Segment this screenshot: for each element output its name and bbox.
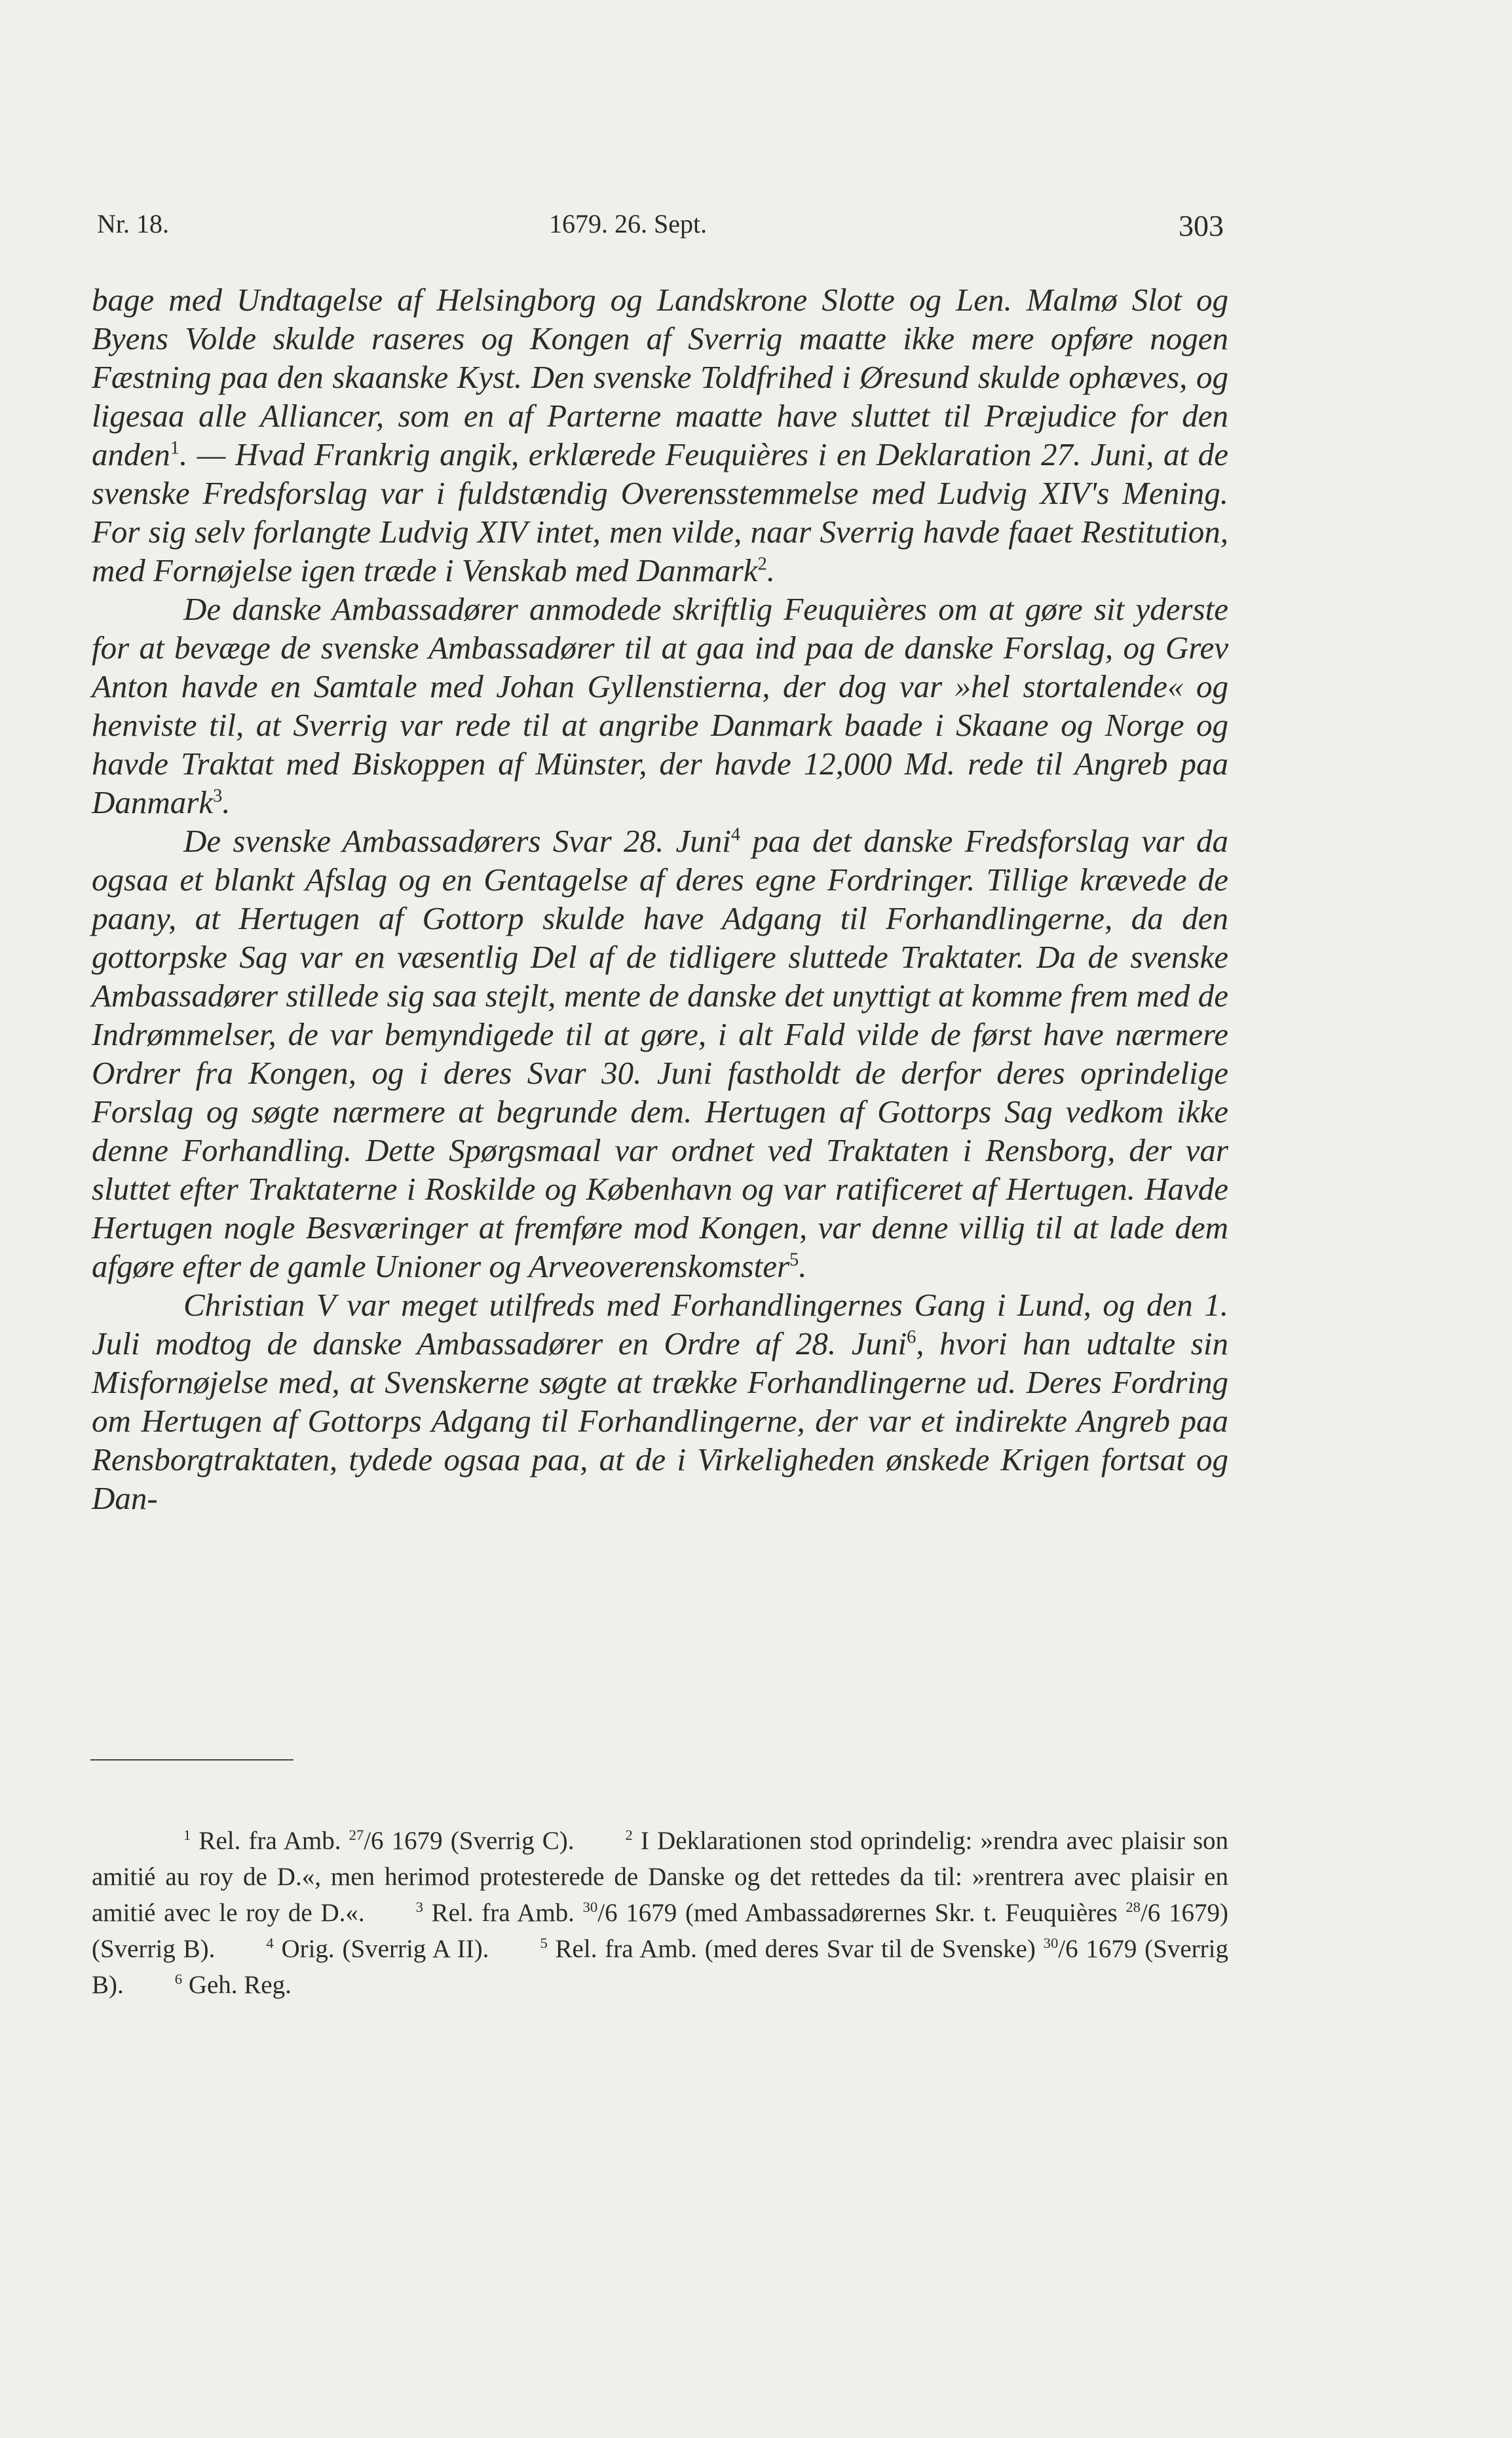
footnote-mark: 1 bbox=[183, 1827, 191, 1843]
paragraph-2 bbox=[92, 590, 1228, 822]
paragraph-text: De svenske Ambassadørers Svar 28. Juni bbox=[183, 823, 731, 859]
footnote-text: Orig. (Sverrig A II). bbox=[273, 1935, 489, 1963]
body-text bbox=[92, 280, 1228, 1517]
footnote-text: Geh. Reg. bbox=[182, 1971, 292, 1999]
date-superscript: 27 bbox=[349, 1827, 364, 1843]
footnote-text: /6 1679) (Sverrig B). bbox=[92, 1899, 1228, 1963]
footnote-mark: 2 bbox=[625, 1827, 633, 1843]
paragraph-1 bbox=[92, 280, 1228, 590]
paragraph-text: , hvori han udtalte sin Misfornøjelse med, at Svenskerne søgte at trække Forhandlingerne ud. Deres Fordring om Hertugen af Gottorps Adgang til Forhandlingerne, der var et indirekte Angreb paa Rensborgtraktaten, tydede ogsaa paa, at de i Virkeligheden ønskede Krigen fortsat og Dan- bbox=[92, 1325, 1228, 1516]
paragraph-text: . bbox=[222, 784, 231, 820]
footnote-mark: 4 bbox=[266, 1935, 274, 1951]
footnote-text: /6 1679 (Sverrig B). bbox=[92, 1935, 1228, 1999]
footnote-ref: 5 bbox=[789, 1249, 799, 1270]
footnote-text: /6 1679 (Sverrig C). bbox=[364, 1827, 575, 1855]
running-date: 1679. 26. Sept. bbox=[549, 209, 708, 238]
footnote-text: I Deklarationen stod oprindelig: »rendra avec plaisir son amitié au roy de D.«, men herimod protesterede de Danske og det rettedes da til: »rentrera avec plaisir en amitié avec le roy de D.«. bbox=[92, 1827, 1229, 1927]
date-superscript: 30 bbox=[582, 1899, 598, 1915]
footnote-ref: 2 bbox=[757, 554, 767, 575]
page-number: 303 bbox=[1179, 209, 1224, 242]
footnote-ref: 4 bbox=[730, 824, 741, 845]
footnote-text: /6 1679 (med Ambassadørernes Skr. t. Feuquières bbox=[597, 1899, 1126, 1927]
footnote-text: Rel. fra Amb. bbox=[423, 1899, 583, 1927]
footnote-mark: 6 bbox=[174, 1971, 183, 1987]
date-superscript: 28 bbox=[1125, 1899, 1141, 1915]
paragraph-text: . — Hvad Frankrig angik, erklærede Feuquières i en Deklaration 27. Juni, at de svenske Fredsforslag var i fuldstændig Overensstemmelse med Ludvig XIV's Mening. For sig selv forlangte Ludvig XIV intet, men vilde, naar Sverrig havde faaet Restitution, med Fornøjelse igen træde i Venskab med Danmark bbox=[92, 436, 1228, 588]
footnote-block bbox=[92, 1823, 1228, 2003]
footnote-mark: 5 bbox=[540, 1935, 548, 1951]
page-header bbox=[97, 208, 1224, 248]
footnote-text: Rel. fra Amb. bbox=[191, 1827, 349, 1855]
date-superscript: 30 bbox=[1043, 1935, 1059, 1951]
paragraph-text: paa det danske Fredsforslag var da ogsaa et blankt Afslag og en Gentagelse af deres egne Fordringer. Tillige krævede de paany, at Hertugen af Gottorp skulde have Adgang til Forhandlingerne, da den gottorpske Sag var en væsentlig Del af de tidligere sluttede Traktater. Da de svenske Ambassadører stillede sig saa stejlt, mente de danske det unyttigt at komme frem med de Indrømmelser, de var bemyndigede til at gøre, i alt Fald vilde de først have nærmere Ordrer fra Kongen, og i deres Svar 30. Juni fastholdt de derfor deres oprindelige Forslag og søgte nærmere at begrunde dem. Hertugen af Gottorps Sag vedkom ikke denne Forhandling. Dette Spørgsmaal var ordnet ved Traktaten i Rensborg, der var sluttet efter Traktaterne i Roskilde og København og var ratificeret af Hertugen. Havde Hertugen nogle Besværinger at fremføre mod Kongen, var denne villig til at lade dem afgøre efter de gamle Unioner og Arveoverenskomster bbox=[92, 823, 1228, 1284]
paragraph-text: . bbox=[799, 1248, 807, 1284]
paragraph-3 bbox=[92, 822, 1228, 1286]
footnote-mark: 3 bbox=[415, 1899, 423, 1915]
paragraph-text: bage med Undtagelse af Helsingborg og Landskrone Slotte og Len. Malmø Slot og Byens Volde skulde raseres og Kongen af Sverrig maatte ikke mere opføre nogen Fæstning paa den skaanske Kyst. Den svenske Toldfrihed i Øresund skulde ophæves, og ligesaa alle Alliancer, som en af Parterne maatte have sluttet til Præjudice for den anden bbox=[92, 282, 1228, 472]
footnote-ref: 3 bbox=[213, 786, 223, 807]
paragraph-text: . bbox=[766, 552, 776, 588]
footnote-ref: 6 bbox=[907, 1327, 917, 1348]
issue-number: Nr. 18. bbox=[97, 209, 169, 238]
footnote-divider bbox=[90, 1759, 293, 1761]
paragraph-text: De danske Ambassadører anmodede skriftlig Feuquières om at gøre sit yderste for at bevæge de svenske Ambassadører til at gaa ind paa de danske Forslag, og Grev Anton havde en Samtale med Johan Gyllenstierna, der dog var »hel stortalende« og henviste til, at Sverrig var rede til at angribe Danmark baade i Skaane og Norge og havde Traktat med Biskoppen af Münster, der havde 12,000 Md. rede til Angreb paa Danmark bbox=[92, 591, 1228, 820]
footnote-ref: 1 bbox=[170, 438, 180, 459]
footnotes bbox=[92, 1823, 1228, 2003]
paragraph-text: Christian V var meget utilfreds med Forhandlingernes Gang i Lund, og den 1. Juli modtog de danske Ambassadører en Ordre af 28. Juni bbox=[92, 1287, 1228, 1362]
footnote-text: Rel. fra Amb. (med deres Svar til de Svenske) bbox=[547, 1935, 1044, 1963]
paragraph-4 bbox=[92, 1286, 1228, 1517]
